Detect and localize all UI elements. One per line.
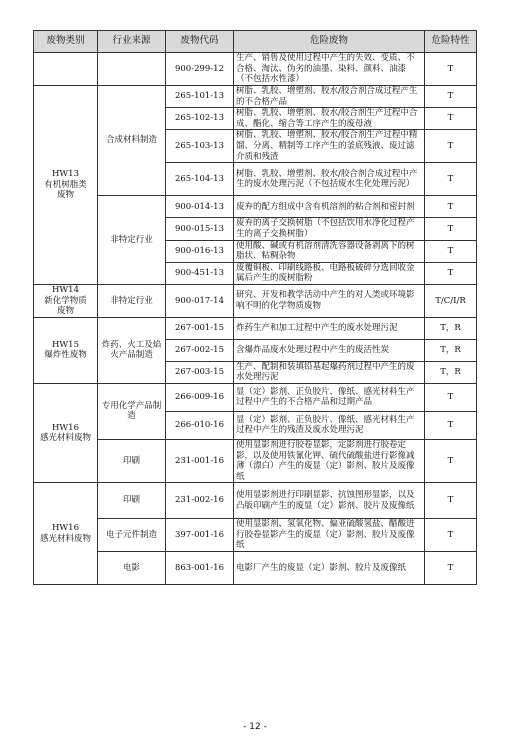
waste-code-cell: 900-015-13 xyxy=(166,218,234,240)
waste-description-cell: 研究、开发和教学活动中产生的对人类或环境影响不明的化学物质废物 xyxy=(234,284,425,317)
waste-code-cell: 265-104-13 xyxy=(166,163,234,196)
hazard-property-cell: T xyxy=(425,483,477,519)
hazard-property-cell: T xyxy=(425,218,477,240)
hazard-property-cell: T，R xyxy=(425,361,477,383)
waste-code-cell: 900-016-13 xyxy=(166,240,234,262)
waste-description-cell: 显（定）影剂、正负胶片、像纸、感光材料生产过程中产生的残渣及废水处理污泥 xyxy=(234,411,425,439)
waste-code-cell: 900-451-13 xyxy=(166,262,234,284)
waste-code-cell: 266-009-16 xyxy=(166,383,234,411)
waste-code-cell: 863-001-16 xyxy=(166,552,234,585)
waste-description-cell: 废覆铜板、印刷线路板、电路板破碎分选回收金属后产生的废树脂粉 xyxy=(234,262,425,284)
waste-description-cell: 废弃的配方组成中含有机溶剂的粘合剂和密封剂 xyxy=(234,196,425,218)
table-row xyxy=(34,284,477,317)
industry-source-cell: 炸药、火工及焰火产品制造 xyxy=(98,317,166,383)
waste-description-cell: 废弃的离子交换树脂（不包括饮用水净化过程产生的离子交换树脂） xyxy=(234,218,425,240)
industry-source-cell: 印刷 xyxy=(98,483,166,519)
hazard-property-cell: T xyxy=(425,411,477,439)
category-cell: HW13 有机树脂类 废物 xyxy=(34,86,98,285)
header-hazardous-waste: 危险废物 xyxy=(234,31,425,53)
header-hazard-property: 危险特性 xyxy=(425,31,477,53)
waste-description-cell: 显（定）影剂、正负胶片、像纸、感光材料生产过程中产生的不合格产品和过期产品 xyxy=(234,383,425,411)
industry-source-cell: 电子元件制造 xyxy=(98,519,166,552)
hazard-property-cell: T xyxy=(425,196,477,218)
hazard-property-cell: T，R xyxy=(425,317,477,339)
waste-code-cell: 265-102-13 xyxy=(166,108,234,130)
waste-code-cell: 900-299-12 xyxy=(166,53,234,86)
header-category: 废物类别 xyxy=(34,31,98,53)
waste-description-cell: 树脂、乳胶、增塑剂、胶水/胶合剂合成过程产生的不合格产品 xyxy=(234,86,425,108)
table-row xyxy=(34,86,477,108)
hazard-property-cell: T xyxy=(425,383,477,411)
hazard-property-cell: T xyxy=(425,108,477,130)
waste-code-cell: 267-003-15 xyxy=(166,361,234,383)
industry-source-cell: 非特定行业 xyxy=(98,284,166,317)
page-number: - 12 - xyxy=(243,722,267,732)
table-row xyxy=(34,317,477,339)
hazard-property-cell: T xyxy=(425,552,477,585)
hazard-property-cell: T xyxy=(425,262,477,284)
industry-source-cell: 专用化学产品制造 xyxy=(98,383,166,439)
header-industry-source: 行业来源 xyxy=(98,31,166,53)
industry-source-cell xyxy=(98,53,166,86)
table-row xyxy=(34,483,477,519)
industry-source-cell: 非特定行业 xyxy=(98,196,166,285)
category-cell: HW14 新化学物质 废物 xyxy=(34,284,98,317)
industry-source-cell: 合成材料制造 xyxy=(98,86,166,196)
table-body xyxy=(34,53,477,585)
waste-code-cell: 265-103-13 xyxy=(166,130,234,163)
waste-description-cell: 炸药生产和加工过程中产生的废水处理污泥 xyxy=(234,317,425,339)
table-row xyxy=(34,53,477,86)
waste-code-cell: 397-001-16 xyxy=(166,519,234,552)
waste-description-cell: 树脂、乳胶、增塑剂、胶水/胶合剂生产过程中精馏、分离、精制等工序产生的釜底残液、废过滤介质和残渣 xyxy=(234,130,425,163)
header-row xyxy=(34,31,477,53)
table-row xyxy=(34,383,477,411)
waste-code-cell: 265-101-13 xyxy=(166,86,234,108)
waste-description-cell: 生产、销售及使用过程中产生的失效、变质、不合格、淘汰、伪劣的油墨、染料、颜料、油漆（不包括水性漆） xyxy=(234,53,425,86)
waste-description-cell: 使用酸、碱或有机溶剂清洗容器设备剥离下的树脂状、粘稠杂物 xyxy=(234,240,425,262)
hazard-property-cell: T xyxy=(425,240,477,262)
industry-source-cell: 印刷 xyxy=(98,439,166,482)
hazard-property-cell: T xyxy=(425,130,477,163)
table-header xyxy=(34,31,477,53)
waste-description-cell: 生产、配制和装填铅基起爆药剂过程中产生的废水处理污泥 xyxy=(234,361,425,383)
hazardous-waste-table xyxy=(33,30,477,585)
category-cell xyxy=(34,53,98,86)
waste-code-cell: 267-002-15 xyxy=(166,339,234,361)
waste-code-cell: 231-002-16 xyxy=(166,483,234,519)
table-row xyxy=(34,552,477,585)
waste-description-cell: 使用显影剂、氢氧化物、偏亚硫酸氢盐、醋酸进行胶卷显影产生的废显（定）影剂、胶片及废像纸 xyxy=(234,519,425,552)
waste-code-cell: 266-010-16 xyxy=(166,411,234,439)
hazard-property-cell: T xyxy=(425,86,477,108)
industry-source-cell: 电影 xyxy=(98,552,166,585)
waste-description-cell: 树脂、乳胶、增塑剂、胶水/胶合剂生产过程中合成、酯化、缩合等工序产生的废母液 xyxy=(234,108,425,130)
category-cell: HW16 感光材料废物 xyxy=(34,483,98,585)
table-row xyxy=(34,519,477,552)
waste-code-cell: 231-001-16 xyxy=(166,439,234,482)
hazard-property-cell: T xyxy=(425,519,477,552)
waste-description-cell: 树脂、乳胶、增塑剂、胶水/胶合剂合成过程中产生的废水处理污泥（不包括废水生化处理污泥） xyxy=(234,163,425,196)
header-waste-code: 废物代码 xyxy=(166,31,234,53)
table-row xyxy=(34,439,477,482)
waste-code-cell: 900-014-13 xyxy=(166,196,234,218)
waste-description-cell: 使用显影剂进行印刷显影、抗蚀图形显影，以及凸版印刷产生的废显（定）影剂、胶片及废像纸 xyxy=(234,483,425,519)
waste-description-cell: 电影厂产生的废显（定）影剂、胶片及废像纸 xyxy=(234,552,425,585)
waste-code-cell: 900-017-14 xyxy=(166,284,234,317)
hazard-property-cell: T xyxy=(425,439,477,482)
waste-description-cell: 使用显影剂进行胶卷显影，定影剂进行胶卷定影，以及使用铁氰化钾、硫代硫酸盐进行影像减薄（漂白）产生的废显（定）影剂、胶片及废像纸 xyxy=(234,439,425,482)
category-cell: HW15 爆炸性废物 xyxy=(34,317,98,383)
hazard-property-cell: T/C/I/R xyxy=(425,284,477,317)
table-row xyxy=(34,196,477,218)
hazard-property-cell: T xyxy=(425,53,477,86)
hazard-property-cell: T，R xyxy=(425,339,477,361)
waste-description-cell: 含爆炸品废水处理过程中产生的废活性炭 xyxy=(234,339,425,361)
category-cell: HW16 感光材料废物 xyxy=(34,383,98,482)
waste-code-cell: 267-001-15 xyxy=(166,317,234,339)
hazard-property-cell: T xyxy=(425,163,477,196)
